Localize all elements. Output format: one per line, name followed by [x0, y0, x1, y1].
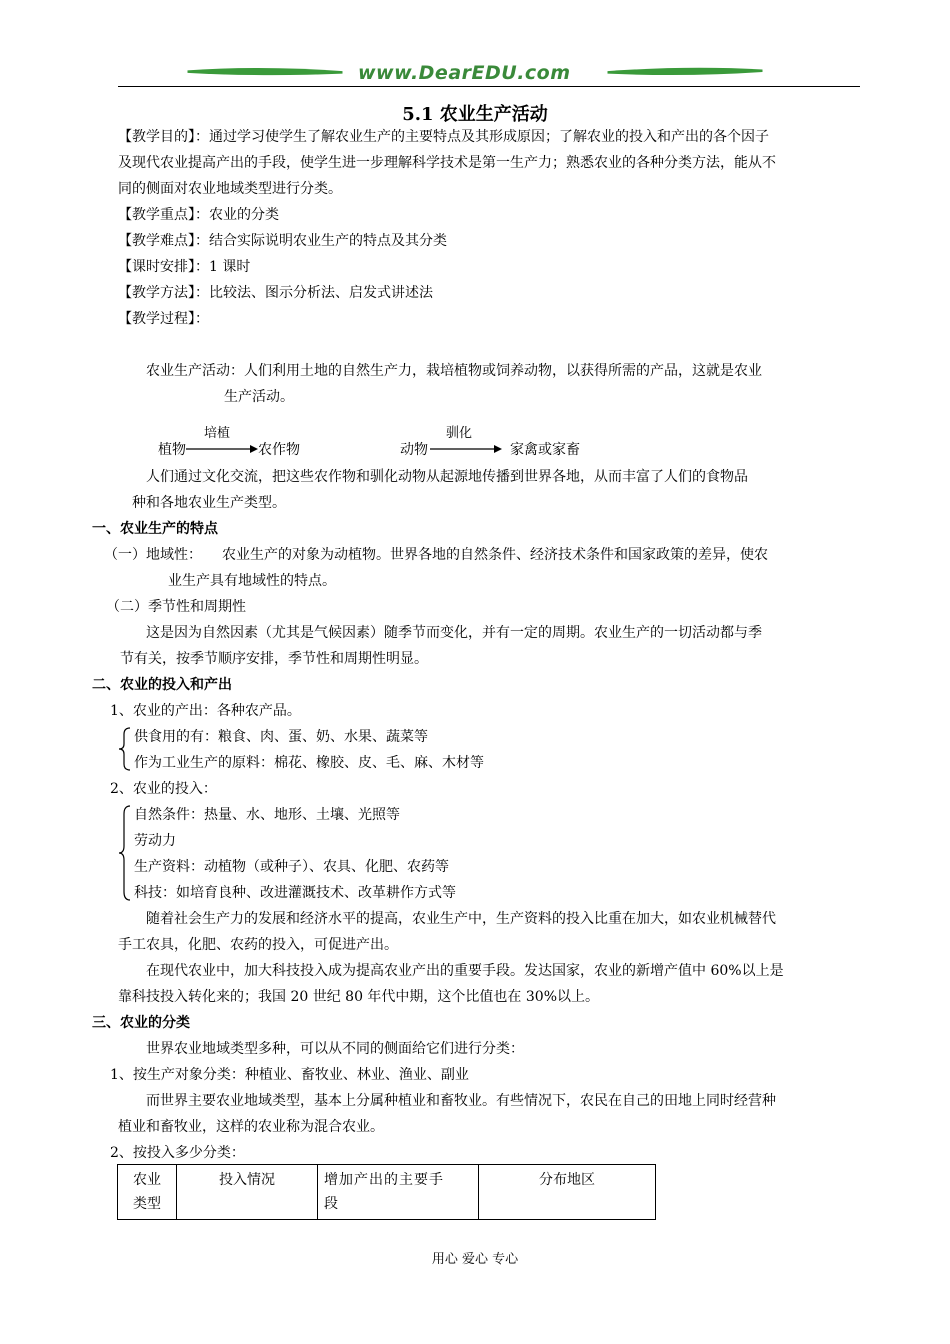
table-header-cell: [118, 1165, 177, 1220]
header-line: 投入情况: [219, 1172, 275, 1188]
schedule-label: 【课时安排】: [118, 259, 195, 275]
intro-line-2: 生产活动。: [224, 389, 294, 405]
spread-line-2: 种和各地农业生产类型。: [132, 495, 286, 511]
difficulty-label: 【教学难点】: [118, 233, 195, 249]
schedule-line: [118, 254, 860, 280]
footer-slogan: 用心 爱心 专心: [431, 1252, 519, 1267]
process-text: ：: [195, 311, 209, 327]
input-item: 生产资料：动植物（或种子）、农具、化肥、农药等: [134, 859, 449, 875]
key-label: 【教学重点】: [118, 207, 195, 223]
sub1-text-2: 业生产具有地域性的特点。: [168, 573, 336, 589]
input-item: 科技：如培育良种、改进灌溉技术、改革耕作方式等: [134, 885, 456, 901]
section3-heading: 三、农业的分类: [92, 1015, 190, 1031]
method-text: ：比较法、图示分析法、启发式讲述法: [195, 285, 433, 301]
section3-parab: 植业和畜牧业，这样的农业称为混合农业。: [118, 1119, 384, 1135]
section2-para2: 在现代农业中，加大科技投入成为提高农业产出的重要手段。发达国家，农业的新增产值中 60%以上是: [146, 963, 784, 979]
difficulty-text: ：结合实际说明农业生产的特点及其分类: [195, 233, 447, 249]
site-logo: www.DearEDU.com: [358, 62, 571, 84]
arrow1-label: 培植: [204, 426, 231, 441]
goal-line-1: [118, 124, 860, 150]
schedule-text: ：1 课时: [195, 259, 251, 275]
arrow2-label: 驯化: [446, 426, 473, 441]
table-header-cell: [177, 1165, 318, 1220]
page-title: 5.1 农业生产活动: [402, 104, 548, 125]
output-title: 1、农业的产出：各种农产品。: [110, 703, 301, 719]
table-header-row: [118, 1165, 656, 1220]
arrow-right-icon: [186, 444, 258, 454]
section3-intro: 世界农业地域类型多种，可以从不同的侧面给它们进行分类：: [146, 1041, 524, 1057]
section1-heading: 一、农业生产的特点: [92, 521, 218, 537]
section3-item1: 1、按生产对象分类：种植业、畜牧业、林业、渔业、副业: [110, 1067, 469, 1083]
header-line: 类型: [133, 1196, 161, 1212]
arrow1-to: 农作物: [258, 442, 300, 458]
section2-heading: 二、农业的投入和产出: [92, 677, 232, 693]
sub2-text: 这是因为自然因素（尤其是气候因素）随季节而变化，并有一定的周期。农业生产的一切活动都与季: [146, 625, 762, 641]
key-point-line: [118, 202, 860, 228]
table-header-cell: [479, 1165, 656, 1220]
difficulty-line: [118, 228, 860, 254]
header-line: 农业: [133, 1172, 161, 1188]
arrow2-to: 家禽或家畜: [510, 442, 580, 458]
header-rule: [118, 86, 860, 87]
section2-para1b: 手工农具，化肥、农药的投入，可促进产出。: [118, 937, 398, 953]
section3-item2: 2、按投入多少分类：: [110, 1145, 245, 1161]
process-label: 【教学过程】: [118, 311, 195, 327]
method-label: 【教学方法】: [118, 285, 195, 301]
process-line: [118, 306, 860, 332]
section3-para: 而世界主要农业地域类型，基本上分属种植业和畜牧业。有些情况下，农民在自己的田地上同时经营种: [146, 1093, 776, 1109]
spread-line-1: 人们通过文化交流，把这些农作物和驯化动物从起源地传播到世界各地，从而丰富了人们的食物品: [146, 469, 748, 485]
output-item: 作为工业生产的原料：棉花、橡胶、皮、毛、麻、木材等: [134, 755, 484, 771]
arrow1-from: 植物: [158, 442, 186, 458]
brace-left-icon: [118, 804, 132, 902]
header-line: 段: [324, 1196, 339, 1212]
table-header-cell: [318, 1165, 479, 1220]
input-title: 2、农业的投入：: [110, 781, 217, 797]
section2-para1: 随着社会生产力的发展和经济水平的提高，农业生产中，生产资料的投入比重在加大，如农业机械替代: [146, 911, 776, 927]
input-item: 劳动力: [134, 833, 176, 849]
goal-line-2: 及现代农业提高产出的手段，使学生进一步理解科学技术是第一生产力；熟悉农业的各种分类方法，能从不: [118, 155, 776, 171]
sub1-text: 农业生产的对象为动植物。世界各地的自然条件、经济技术条件和国家政策的差异，使农: [222, 547, 768, 563]
sub1-label: （一）地域性：: [104, 547, 202, 563]
brace-left-icon: [118, 726, 132, 772]
input-item: 自然条件：热量、水、地形、土壤、光照等: [134, 807, 400, 823]
goal-label: 【教学目的】: [118, 129, 195, 145]
method-line: [118, 280, 860, 306]
header-line: 增加产出的主要手: [324, 1172, 444, 1188]
intro-line-1: 农业生产活动：人们利用土地的自然生产力，栽培植物或饲养动物，以获得所需的产品，这就是农业: [146, 363, 762, 379]
goal-text: ：通过学习使学生了解农业生产的主要特点及其形成原因；了解农业的投入和产出的各个因子: [195, 129, 769, 145]
goal-line-3: 同的侧面对农业地域类型进行分类。: [118, 181, 342, 197]
key-text: ：农业的分类: [195, 207, 279, 223]
sub2-label: （二）季节性和周期性: [106, 599, 246, 615]
arrow-right-icon: [430, 444, 502, 454]
logo-swoosh-left-icon: [172, 67, 358, 77]
logo-swoosh-right-icon: [592, 67, 778, 77]
sub2-text-2: 节有关，按季节顺序安排，季节性和周期性明显。: [120, 651, 428, 667]
arrow2-from: 动物: [400, 442, 428, 458]
header-line: 分布地区: [539, 1172, 595, 1188]
section2-para2b: 靠科技投入转化来的；我国 20 世纪 80 年代中期，这个比值也在 30%以上。: [118, 989, 599, 1005]
output-item: 供食用的有：粮食、肉、蛋、奶、水果、蔬菜等: [134, 729, 428, 745]
classification-table: [117, 1164, 656, 1220]
